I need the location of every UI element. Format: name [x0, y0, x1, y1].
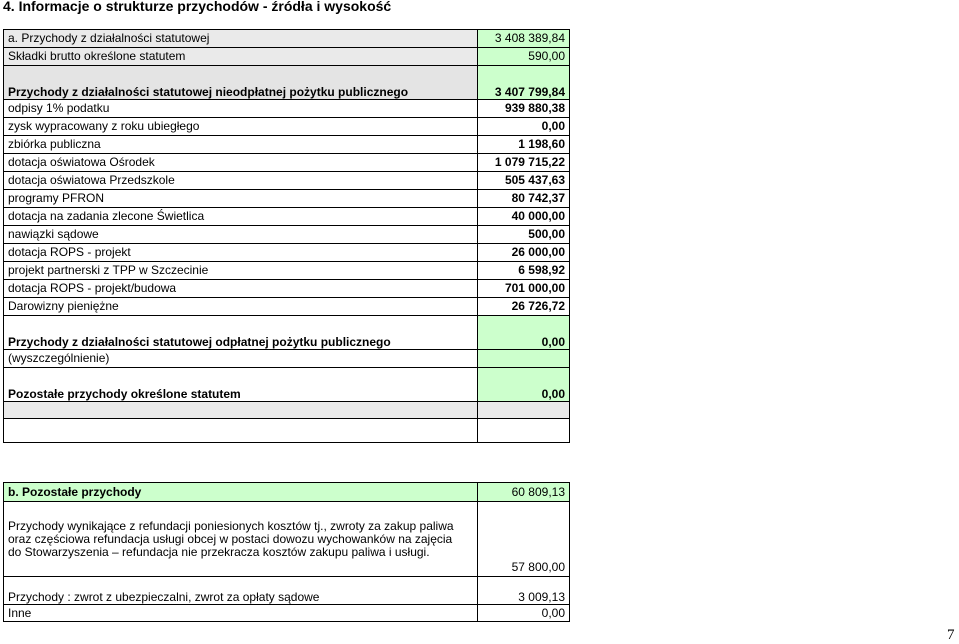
income-item-label: odpisy 1% podatku	[4, 100, 478, 118]
table-row	[4, 577, 570, 605]
other-income-header-label: b. Pozostałe przychody	[4, 483, 478, 502]
income-item-value: 40 000,00	[478, 208, 570, 226]
income-item-value: 80 742,37	[478, 190, 570, 208]
table-row	[4, 483, 570, 502]
income-item-label: dotacja oświatowa Ośrodek	[4, 154, 478, 172]
statutory-header-label: a. Przychody z działalności statutowej	[4, 30, 478, 48]
empty-cell	[478, 402, 570, 419]
empty-cell	[478, 419, 570, 443]
other-label: Inne	[4, 605, 478, 622]
fees-label: Składki brutto określone statutem	[4, 48, 478, 66]
income-item-label: programy PFRON	[4, 190, 478, 208]
income-item-label: zbiórka publiczna	[4, 136, 478, 154]
income-item-value: 1 079 715,22	[478, 154, 570, 172]
table-row	[4, 136, 570, 154]
table-row	[4, 30, 570, 48]
empty-cell	[478, 350, 570, 368]
other-statutory-value: 0,00	[478, 368, 570, 402]
table-row	[4, 316, 570, 350]
revenue-table-a	[3, 29, 570, 443]
paid-label: Przychody z działalności statutowej odpłatnej pożytku publicznego	[4, 316, 478, 350]
statutory-header-value: 3 408 389,84	[478, 30, 570, 48]
table-row	[4, 262, 570, 280]
table-row	[4, 172, 570, 190]
table-row	[4, 208, 570, 226]
nonpaid-label: Przychody z działalności statutowej nieodpłatnej pożytku publicznego	[4, 66, 478, 100]
table-row	[4, 100, 570, 118]
income-item-label: dotacja oświatowa Przedszkole	[4, 172, 478, 190]
income-item-value: 505 437,63	[478, 172, 570, 190]
insurance-label: Przychody : zwrot z ubezpieczalni, zwrot za opłaty sądowe	[4, 577, 478, 605]
table-row	[4, 402, 570, 419]
table-row	[4, 419, 570, 443]
paid-value: 0,00	[478, 316, 570, 350]
income-item-label: zysk wypracowany z roku ubiegłego	[4, 118, 478, 136]
paid-note: (wyszczególnienie)	[4, 350, 478, 368]
income-item-label: dotacja na zadania zlecone Świetlica	[4, 208, 478, 226]
income-item-label: dotacja ROPS - projekt/budowa	[4, 280, 478, 298]
income-item-value: 6 598,92	[478, 262, 570, 280]
other-income-header-value: 60 809,13	[478, 483, 570, 502]
empty-cell	[4, 402, 478, 419]
table-row	[4, 118, 570, 136]
income-item-value: 701 000,00	[478, 280, 570, 298]
income-item-value: 0,00	[478, 118, 570, 136]
page-number: 7	[947, 627, 955, 643]
table-row	[4, 154, 570, 172]
refunds-line: Przychody wynikające z refundacji poniesionych kosztów tj., zwroty za zakup paliwa	[8, 519, 454, 533]
table-row	[4, 48, 570, 66]
table-row	[4, 298, 570, 316]
revenue-table-b	[3, 482, 570, 622]
nonpaid-value: 3 407 799,84	[478, 66, 570, 100]
other-value: 0,00	[478, 605, 570, 622]
table-row	[4, 502, 570, 577]
refunds-line: do Stowarzyszenia – refundacja nie przekracza kosztów zakupu paliwa i usługi.	[8, 545, 430, 559]
income-item-value: 500,00	[478, 226, 570, 244]
section-heading: 4. Informacje o strukturze przychodów - źródła i wysokość	[3, 0, 392, 14]
empty-cell	[4, 419, 478, 443]
income-item-label: nawiązki sądowe	[4, 226, 478, 244]
table-row	[4, 368, 570, 402]
refunds-line: oraz częściowa refundacja usługi obcej w postaci dowozu wychowanków na zajęcia	[8, 532, 453, 546]
table-row	[4, 226, 570, 244]
table-row	[4, 190, 570, 208]
refunds-description	[4, 502, 478, 577]
insurance-value: 3 009,13	[478, 577, 570, 605]
table-row	[4, 350, 570, 368]
income-item-label: Darowizny pieniężne	[4, 298, 478, 316]
income-item-value: 1 198,60	[478, 136, 570, 154]
income-item-value: 939 880,38	[478, 100, 570, 118]
table-row	[4, 66, 570, 100]
table-row	[4, 605, 570, 622]
table-row	[4, 280, 570, 298]
refunds-value: 57 800,00	[478, 502, 570, 577]
table-row	[4, 244, 570, 262]
income-item-value: 26 000,00	[478, 244, 570, 262]
other-statutory-label: Pozostałe przychody określone statutem	[4, 368, 478, 402]
fees-value: 590,00	[478, 48, 570, 66]
income-item-label: projekt partnerski z TPP w Szczecinie	[4, 262, 478, 280]
income-item-value: 26 726,72	[478, 298, 570, 316]
income-item-label: dotacja ROPS - projekt	[4, 244, 478, 262]
